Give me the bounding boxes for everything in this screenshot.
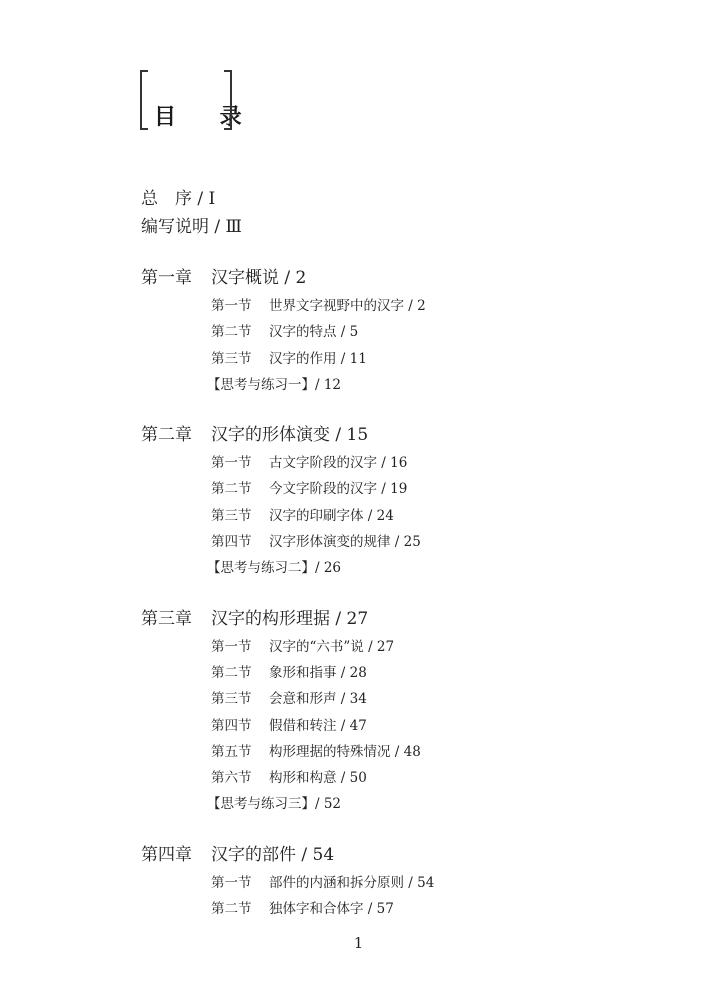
section-title: 构形和构意 / 50 (269, 770, 367, 787)
toc-entry-preface[interactable]: 总 序 / Ⅰ (141, 189, 216, 209)
section-title: 部件的内涵和拆分原则 / 54 (269, 874, 435, 891)
section-number: 第四节 (211, 534, 252, 551)
section-number: 第二节 (211, 664, 252, 681)
section-title: 汉字形体演变的规律 / 25 (269, 534, 421, 551)
section-title: 汉字的“六书”说 / 27 (269, 638, 395, 655)
section-title: 汉字的作用 / 11 (269, 350, 367, 367)
section-title: 象形和指事 / 28 (269, 664, 367, 681)
table-of-contents (141, 185, 701, 922)
section-title: 世界文字视野中的汉字 / 2 (269, 298, 426, 314)
chapter-3 (141, 604, 701, 818)
exercise-entry[interactable]: 【思考与练习一】/ 12 (207, 376, 342, 393)
section-title: 独体字和合体字 / 57 (269, 901, 394, 918)
section-entry[interactable] (141, 293, 701, 319)
chapter-heading[interactable] (141, 420, 701, 450)
section-title: 汉字的特点 / 5 (269, 324, 359, 341)
section-entry[interactable] (141, 503, 701, 529)
chapter-heading[interactable] (141, 263, 701, 293)
chapter-number: 第二章 (141, 425, 192, 446)
chapter-heading[interactable] (141, 840, 701, 870)
chapter-number: 第三章 (141, 608, 192, 629)
chapter-heading[interactable] (141, 604, 701, 634)
page-number: 1 (353, 934, 364, 952)
section-number: 第六节 (211, 770, 252, 787)
exercise-entry[interactable]: 【思考与练习三】/ 52 (207, 796, 342, 813)
section-number: 第一节 (211, 298, 252, 314)
section-number: 第二节 (211, 324, 252, 341)
section-entry[interactable] (141, 529, 701, 555)
section-title: 汉字的印刷字体 / 24 (269, 507, 394, 524)
chapter-number: 第一章 (141, 268, 192, 288)
exercise-entry[interactable]: 【思考与练习二】/ 26 (207, 560, 342, 577)
section-number: 第三节 (211, 691, 252, 708)
section-title: 古文字阶段的汉字 / 16 (269, 455, 408, 472)
toc-title-frame (140, 70, 260, 130)
section-title: 会意和形声 / 34 (269, 691, 367, 708)
section-number: 第五节 (211, 743, 252, 760)
chapter-title: 汉字概说 / 2 (211, 268, 307, 288)
section-number: 第三节 (211, 350, 252, 367)
chapter-title: 汉字的构形理据 / 27 (211, 608, 369, 629)
section-number: 第四节 (211, 717, 252, 734)
chapter-title: 汉字的部件 / 54 (211, 844, 335, 865)
chapter-1 (141, 263, 701, 398)
section-entry[interactable] (141, 739, 701, 765)
section-entry[interactable] (141, 346, 701, 372)
toc-title: 目 录 (154, 105, 260, 130)
chapter-4 (141, 840, 701, 923)
section-entry[interactable] (141, 765, 701, 791)
section-number: 第三节 (211, 507, 252, 524)
toc-entry-instructions[interactable]: 编写说明 / Ⅲ (141, 217, 242, 237)
section-entry[interactable] (141, 686, 701, 712)
section-entry[interactable] (141, 713, 701, 739)
section-title: 构形理据的特殊情况 / 48 (269, 743, 421, 760)
section-entry[interactable] (141, 896, 701, 922)
section-entry[interactable] (141, 660, 701, 686)
chapter-number: 第四章 (141, 844, 192, 865)
section-entry[interactable] (141, 870, 701, 896)
right-bracket (224, 70, 232, 130)
section-entry[interactable] (141, 476, 701, 502)
section-number: 第二节 (211, 481, 252, 498)
section-entry[interactable] (141, 319, 701, 345)
section-entry[interactable] (141, 450, 701, 476)
section-number: 第一节 (211, 638, 252, 655)
section-number: 第一节 (211, 874, 252, 891)
section-title: 假借和转注 / 47 (269, 717, 367, 734)
chapter-title: 汉字的形体演变 / 15 (211, 425, 369, 446)
section-number: 第一节 (211, 455, 252, 472)
section-number: 第二节 (211, 901, 252, 918)
left-bracket (140, 70, 148, 130)
section-entry[interactable] (141, 634, 701, 660)
section-title: 今文字阶段的汉字 / 19 (269, 481, 408, 498)
chapter-2 (141, 420, 701, 581)
